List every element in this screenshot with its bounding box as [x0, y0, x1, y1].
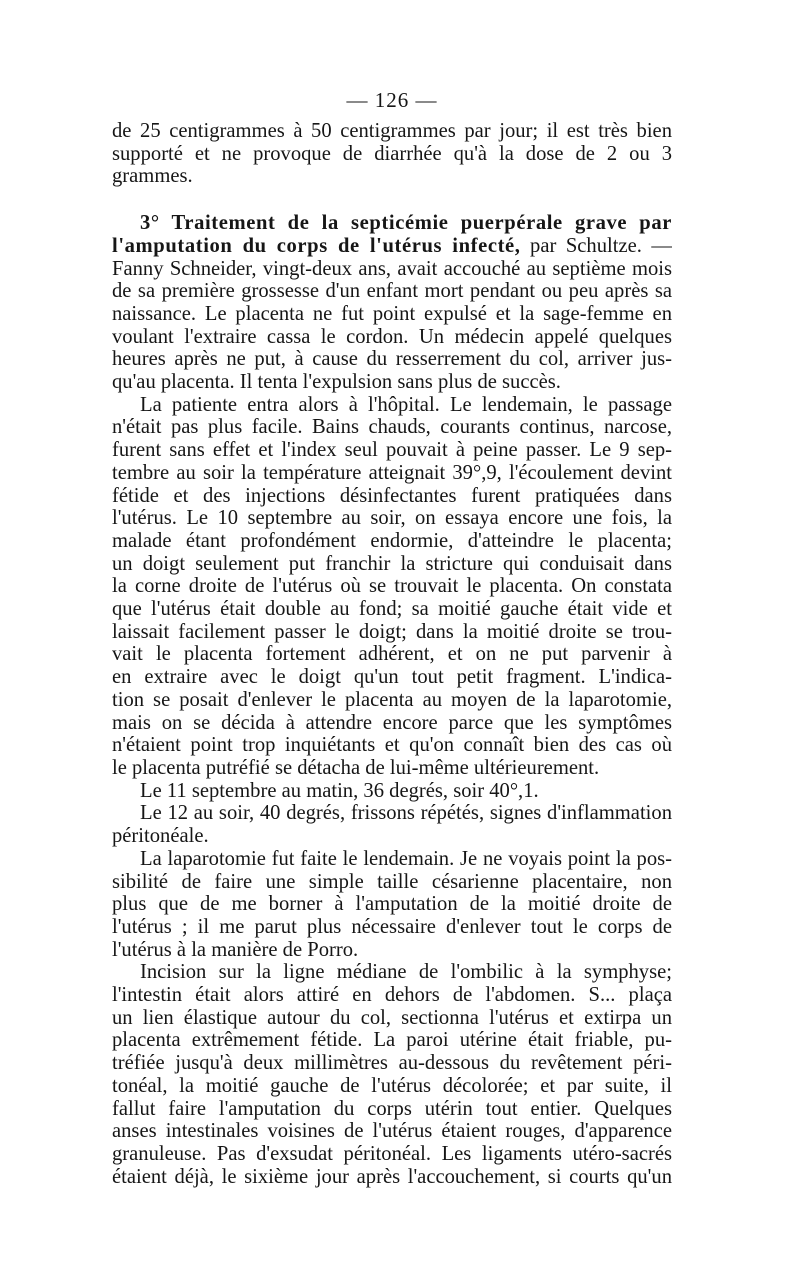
text-line: n'était pas plus facile. Bains chauds, courants continus, narcose, [112, 416, 672, 439]
text-line: La laparotomie fut faite le lendemain. Je ne voyais point la pos- [140, 847, 672, 870]
text-line: en extraire avec le doigt qu'un tout petit fragment. L'indica- [112, 666, 672, 689]
text-line: que l'utérus était double au fond; sa moitié gauche était vide et [112, 598, 672, 621]
text-line: le placenta putréfié se détacha de lui-même ultérieurement. [112, 756, 600, 779]
book-page [112, 88, 672, 1188]
text-line: Le 11 septembre au matin, 36 degrés, soir 40°,1. [140, 779, 539, 802]
text-line: furent sans effet et l'index seul pouvait à peine passer. Le 9 sep- [112, 439, 672, 462]
text-line: malade étant profondément endormie, d'atteindre le placenta; [112, 529, 672, 552]
text-line: fallut faire l'amputation du corps utérin tout entier. Quelques [112, 1097, 672, 1120]
section-heading: l'amputation du corps de l'utérus infecté, [112, 234, 521, 257]
text-line: naissance. Le placenta ne fut point expulsé et la sage-femme en [112, 302, 672, 325]
text-line: sibilité de faire une simple taille césarienne placentaire, non [112, 870, 672, 893]
text-line: tembre au soir la température atteignait 39°,9, l'écoulement devint [112, 461, 672, 484]
text-line: plus que de me borner à l'amputation de la moitié droite de [112, 893, 672, 916]
text-line: Fanny Schneider, vingt-deux ans, avait accouché au septième mois [112, 257, 672, 280]
text-line: de sa première grossesse d'un enfant mort pendant ou peu après sa [112, 280, 672, 303]
text-line: laissait facilement passer le doigt; dans la moitié droite se trou- [112, 620, 672, 643]
text-line: Incision sur la ligne médiane de l'ombilic à la symphyse; [140, 961, 672, 984]
text-line: un doigt seulement put franchir la stricture qui conduisait dans [112, 552, 672, 575]
text-line [112, 235, 672, 258]
text-line: tonéal, la moitié gauche de l'utérus décolorée; et par suite, il [112, 1074, 672, 1097]
page-number: — 126 — [346, 88, 438, 112]
text-line: n'étaient point trop inquiétants et qu'on connaît bien des cas où [112, 734, 672, 757]
text-line: l'utérus à la manière de Porro. [112, 938, 359, 961]
text-line: tréfiée jusqu'à deux millimètres au-dessous du revêtement péri- [112, 1052, 672, 1075]
body-text [112, 120, 672, 1188]
text-line: grammes. [112, 165, 193, 188]
text-line: Le 12 au soir, 40 degrés, frissons répétés, signes d'inflammation [140, 802, 672, 825]
text-line: vait le placenta fortement adhérent, et on ne put parvenir à [112, 643, 672, 666]
text-line: l'intestin était alors attiré en dehors de l'abdomen. S... plaça [112, 984, 672, 1007]
text-line: fétide et des injections désinfectantes furent pratiquées dans [112, 484, 672, 507]
text-line: granuleuse. Pas d'exsudat péritonéal. Les ligaments utéro-sacrés [112, 1142, 672, 1165]
text-line: anses intestinales voisines de l'utérus étaient rouges, d'apparence [112, 1120, 672, 1143]
text-line: un lien élastique autour du col, sectionna l'utérus et extirpa un [112, 1006, 672, 1029]
paragraph-gap [112, 188, 672, 212]
text-line: de 25 centigrammes à 50 centigrammes par jour; il est très bien [112, 120, 672, 142]
text-line [112, 212, 672, 235]
text-line: voulant l'extraire cassa le cordon. Un médecin appelé quelques [112, 325, 672, 348]
line-text: par Schultze. — [520, 234, 672, 257]
section-heading: 3° Traitement de la septicémie puerpérale grave par [140, 212, 672, 235]
text-line: supporté et ne provoque de diarrhée qu'à la dose de 2 ou 3 [112, 142, 672, 165]
text-line: qu'au placenta. Il tenta l'expulsion sans plus de succès. [112, 371, 561, 394]
text-line: la corne droite de l'utérus où se trouvait le placenta. On constata [112, 575, 672, 598]
text-line: tion se posait d'enlever le placenta au moyen de la laparotomie, [112, 688, 672, 711]
text-line: péritonéale. [112, 825, 209, 848]
text-line: La patiente entra alors à l'hôpital. Le lendemain, le passage [140, 393, 672, 416]
text-line: l'utérus ; il me parut plus nécessaire d'enlever tout le corps de [112, 915, 672, 938]
text-line: mais on se décida à attendre encore parce que les symptômes [112, 711, 672, 734]
text-line: heures après ne put, à cause du resserrement du col, arriver jus- [112, 348, 672, 371]
text-line: l'utérus. Le 10 septembre au soir, on essaya encore une fois, la [112, 507, 672, 530]
text-line: placenta extrêmement fétide. La paroi utérine était friable, pu- [112, 1029, 672, 1052]
text-line: étaient déjà, le sixième jour après l'accouchement, si courts qu'un [112, 1165, 672, 1188]
